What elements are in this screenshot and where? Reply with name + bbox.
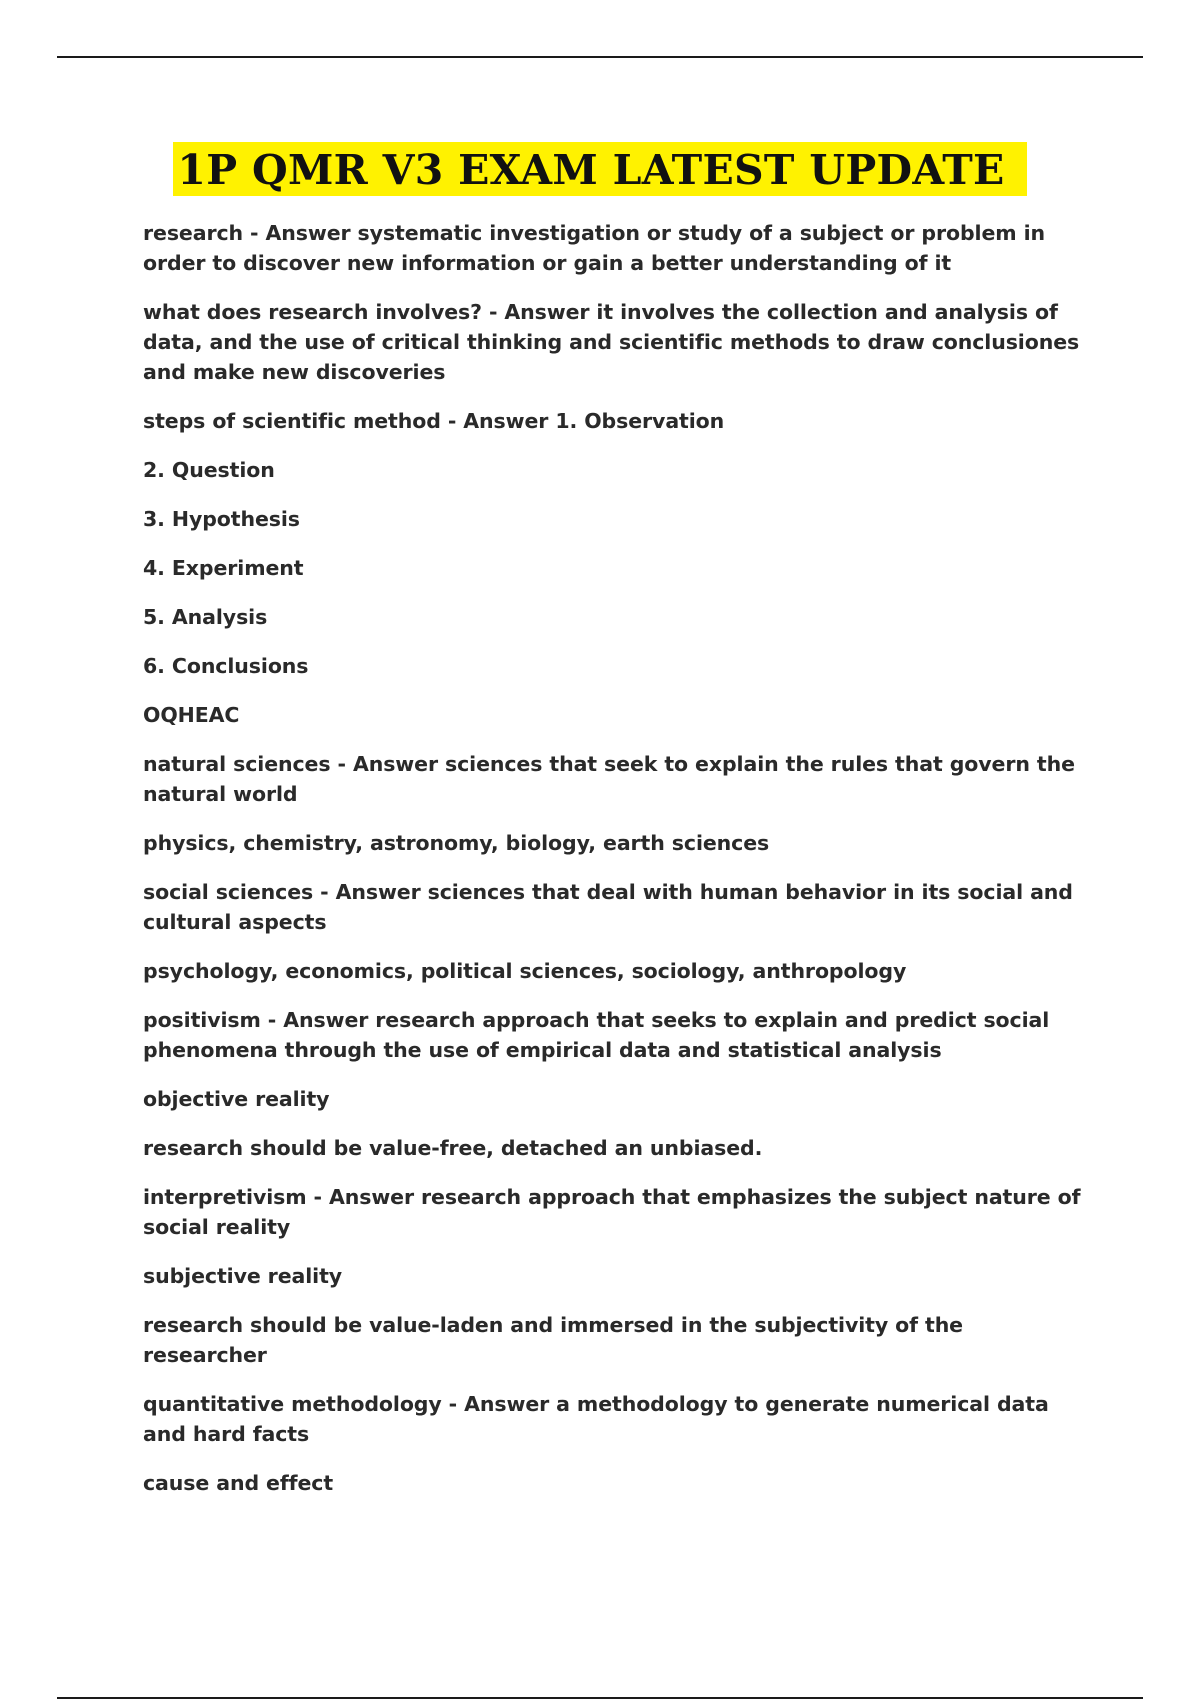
paragraph-step-experiment: 4. Experiment [143, 556, 304, 580]
paragraph-step-conclusions: 6. Conclusions [143, 654, 309, 678]
paragraph-step-hypothesis: 3. Hypothesis [143, 507, 300, 531]
paragraph-research-involves: what does research involves? - Answer it involves the collection and analysis of data, and the use of critical thinking and scientific methods to draw conclusiones and make new discoveries [143, 300, 1080, 384]
paragraph-subjective-reality: subjective reality [143, 1264, 343, 1288]
paragraph-positivism: positivism - Answer research approach that seeks to explain and predict social phenomena through the use of empirical data and statistical analysis [143, 1008, 1050, 1062]
top-rule [57, 56, 1143, 58]
paragraph-natural-sciences-list: physics, chemistry, astronomy, biology, earth sciences [143, 831, 770, 855]
bottom-rule [57, 1697, 1143, 1699]
paragraph-step-analysis: 5. Analysis [143, 605, 268, 629]
paragraph-social-sciences-list: psychology, economics, political sciences, sociology, anthropology [143, 959, 907, 983]
paragraph-value-laden: research should be value-laden and immersed in the subjectivity of the researcher [143, 1313, 963, 1367]
paragraph-steps-scientific-method: steps of scientific method - Answer 1. Observation [143, 409, 725, 433]
paragraph-objective-reality: objective reality [143, 1087, 330, 1111]
paragraph-research: research - Answer systematic investigation or study of a subject or problem in order to discover new information or gain a better understanding of it [143, 221, 1046, 275]
title-container [0, 142, 1200, 196]
paragraph-natural-sciences: natural sciences - Answer sciences that seek to explain the rules that govern the natural world [143, 752, 1075, 806]
paragraph-cause-and-effect: cause and effect [143, 1471, 334, 1495]
paragraph-quantitative-methodology: quantitative methodology - Answer a methodology to generate numerical data and hard facts [143, 1392, 1049, 1446]
paragraph-mnemonic: OQHEAC [143, 703, 240, 727]
document-body [143, 218, 1093, 1517]
document-title: 1P QMR V3 EXAM LATEST UPDATE [173, 142, 1026, 196]
paragraph-step-question: 2. Question [143, 458, 275, 482]
paragraph-interpretivism: interpretivism - Answer research approach that emphasizes the subject nature of social reality [143, 1185, 1081, 1239]
paragraph-value-free: research should be value-free, detached an unbiased. [143, 1136, 763, 1160]
paragraph-social-sciences: social sciences - Answer sciences that deal with human behavior in its social and cultural aspects [143, 880, 1073, 934]
